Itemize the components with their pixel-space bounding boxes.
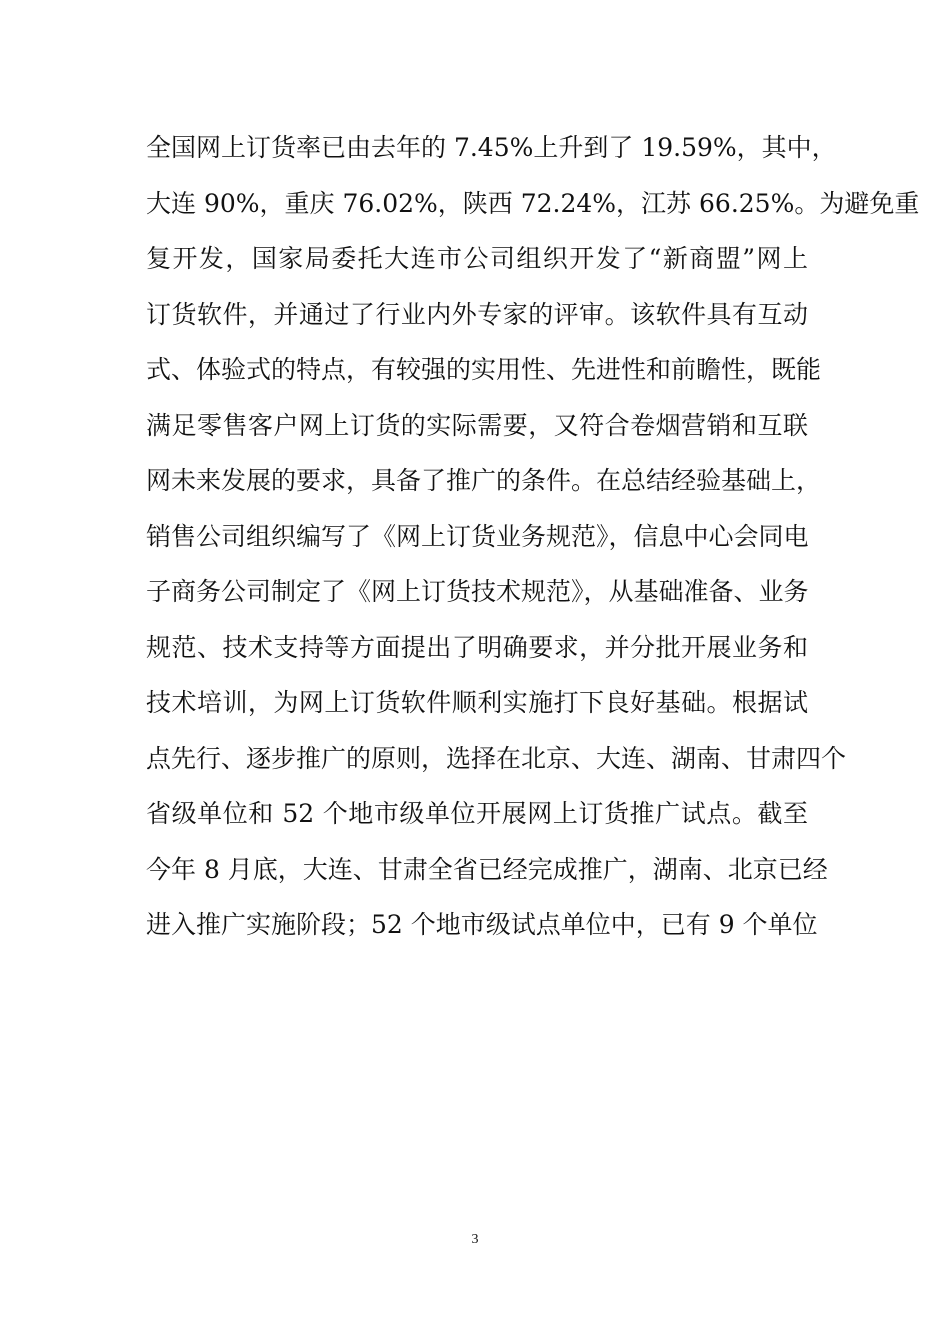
text-line: 省级单位和 52 个地市级单位开展网上订货推广试点。截至 bbox=[146, 799, 808, 828]
text-line: 技术培训，为网上订货软件顺利实施打下良好基础。根据试 bbox=[146, 688, 808, 717]
text-line: 式、体验式的特点，有较强的实用性、先进性和前瞻性，既能 bbox=[146, 355, 822, 384]
text-line: 订货软件，并通过了行业内外专家的评审。该软件具有互动 bbox=[146, 299, 808, 329]
text-line: 点先行、逐步推广的原则，选择在北京、大连、湖南、甘肃四个 bbox=[146, 743, 847, 773]
text-line: 大连 90%，重庆 76.02%，陕西 72.24%，江苏 66.25%。为避免重 bbox=[146, 188, 920, 218]
text-line: 规范、技术支持等方面提出了明确要求，并分批开展业务和 bbox=[146, 632, 808, 662]
text-line: 进入推广实施阶段；52 个地市级试点单位中，已有 9 个单位 bbox=[146, 910, 818, 939]
text-line: 子商务公司制定了《网上订货技术规范》，从基础准备、业务 bbox=[146, 577, 809, 606]
text-line: 满足零售客户网上订货的实际需要，又符合卷烟营销和互联 bbox=[146, 410, 808, 440]
text-line: 今年 8 月底，大连、甘肃全省已经完成推广，湖南、北京已经 bbox=[146, 854, 828, 884]
text-line: 销售公司组织编写了《网上订货业务规范》，信息中心会同电 bbox=[146, 521, 809, 551]
text-line: 网未来发展的要求，具备了推广的条件。在总结经验基础上， bbox=[146, 466, 822, 495]
body-paragraph bbox=[146, 126, 920, 959]
text-line: 全国网上订货率已由去年的 7.45%上升到了 19.59%，其中， bbox=[146, 133, 837, 162]
page-number: 3 bbox=[471, 1232, 479, 1247]
text-line: 复开发，国家局委托大连市公司组织开发了“新商盟”网上 bbox=[146, 244, 808, 273]
